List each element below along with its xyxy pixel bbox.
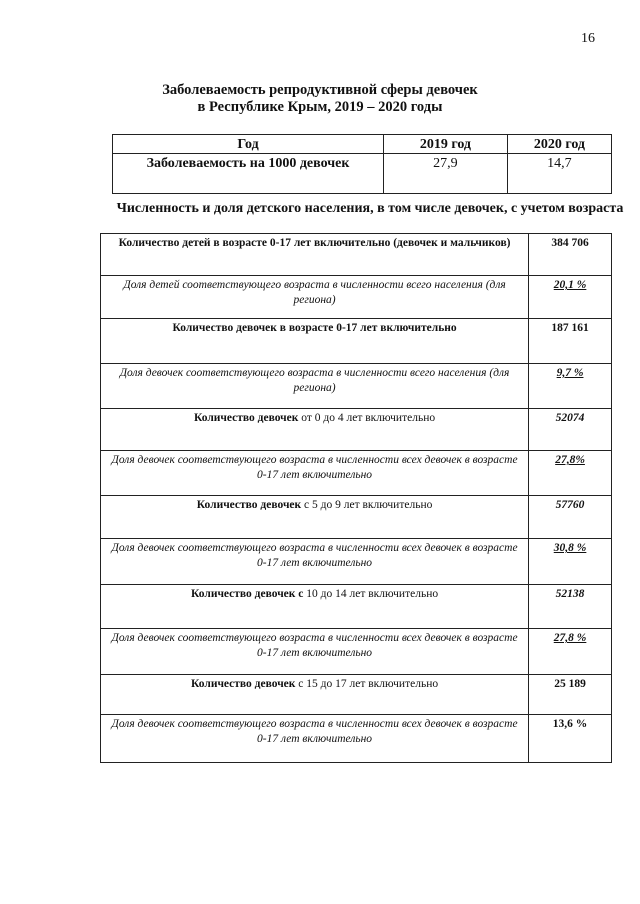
row-value: 52074: [529, 409, 612, 451]
row-label: Доля девочек соответствующего возраста в численности всего населения (для региона): [101, 364, 529, 409]
row-value: 27,8%: [529, 451, 612, 496]
header-2019: 2019 год: [383, 135, 507, 154]
table-row: [101, 276, 612, 319]
table-row: [101, 409, 612, 451]
morbidity-table: [112, 134, 612, 194]
row-label-bold: Количество девочек с: [191, 588, 304, 600]
table-row: [101, 675, 612, 715]
row-value: 13,6 %: [529, 715, 612, 763]
table-header-row: [113, 135, 612, 154]
table-row: [101, 234, 612, 276]
value-2019: 27,9: [383, 154, 507, 194]
title-line-1: Заболеваемость репродуктивной сферы девочек: [162, 82, 478, 98]
row-value: 27,8 %: [529, 629, 612, 675]
row-label: Доля девочек соответствующего возраста в численности всех девочек в возрасте 0-17 лет включительно: [101, 715, 529, 763]
population-title: Численность и доля детского населения, в том числе девочек, с учетом возраста: [116, 201, 624, 216]
title-line-2: в Республике Крым, 2019 – 2020 годы: [197, 99, 443, 115]
row-value: 52138: [529, 585, 612, 629]
table-row: [101, 629, 612, 675]
row-label: Количество детей в возрасте 0-17 лет включительно (девочек и мальчиков): [101, 234, 529, 276]
table-row: [101, 319, 612, 364]
header-2020: 2020 год: [507, 135, 611, 154]
row-value: 25 189: [529, 675, 612, 715]
row-label-bold: Количество девочек: [191, 678, 296, 690]
row-label: Доля детей соответствующего возраста в численности всего населения (для региона): [101, 276, 529, 319]
row-value: 20,1 %: [529, 276, 612, 319]
table-row: [101, 539, 612, 585]
population-table: [100, 233, 612, 763]
row-value: 384 706: [529, 234, 612, 276]
row-label: Доля девочек соответствующего возраста в численности всех девочек в возрасте 0-17 лет включительно: [101, 539, 529, 585]
row-label-rest: с 5 до 9 лет включительно: [301, 499, 433, 511]
row-value: 9,7 %: [529, 364, 612, 409]
row-value: 57760: [529, 496, 612, 539]
table-row: [113, 154, 612, 194]
row-label-bold: Количество девочек: [193, 412, 299, 424]
value-2020: 14,7: [507, 154, 611, 194]
row-value: 30,8 %: [529, 539, 612, 585]
row-label: Количество девочек в возрасте 0-17 лет включительно: [101, 319, 529, 364]
row-label-bold: Количество девочек: [196, 499, 302, 511]
row-label-rest: 10 до 14 лет включительно: [303, 588, 439, 600]
row-label: [101, 585, 529, 629]
row-label-rest: от 0 до 4 лет включительно: [298, 412, 436, 424]
row-label: Доля девочек соответствующего возраста в численности всех девочек в возрасте 0-17 лет включительно: [101, 451, 529, 496]
table-row: [101, 451, 612, 496]
row-label: [101, 496, 529, 539]
page-number: 16: [581, 31, 595, 46]
header-year: Год: [113, 135, 384, 154]
row-label: [101, 409, 529, 451]
row-label: Доля девочек соответствующего возраста в численности всех девочек в возрасте 0-17 лет включительно: [101, 629, 529, 675]
table-row: [101, 585, 612, 629]
row-label-rest: с 15 до 17 лет включительно: [295, 678, 439, 690]
row-value: 187 161: [529, 319, 612, 364]
table-row: [101, 715, 612, 763]
document-title: [120, 82, 520, 116]
row-label: Заболеваемость на 1000 девочек: [113, 154, 384, 194]
table-row: [101, 496, 612, 539]
table-row: [101, 364, 612, 409]
row-label: [101, 675, 529, 715]
